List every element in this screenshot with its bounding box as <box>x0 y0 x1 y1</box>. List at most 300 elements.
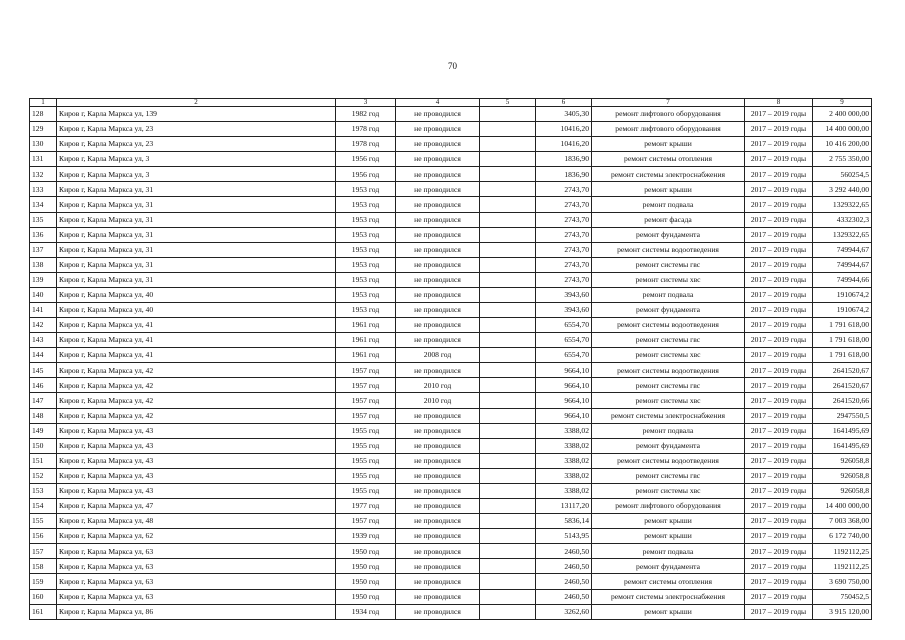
cost-cell: 560254,5 <box>813 167 872 182</box>
table-row <box>30 378 872 393</box>
last-repair-cell: не проводился <box>396 483 480 498</box>
last-repair-cell: не проводился <box>396 423 480 438</box>
column-number: 3 <box>336 99 396 107</box>
table-row <box>30 423 872 438</box>
build-year-cell: 1934 год <box>336 604 396 619</box>
work-type-cell: ремонт системы водоотведения <box>592 453 745 468</box>
last-repair-cell: не проводился <box>396 544 480 559</box>
work-type-cell: ремонт системы хвс <box>592 393 745 408</box>
row-index-cell: 153 <box>30 483 57 498</box>
address-cell: Киров г, Карла Маркса ул, 63 <box>57 544 336 559</box>
build-year-cell: 1957 год <box>336 514 396 529</box>
table-row <box>30 227 872 242</box>
last-repair-cell: не проводился <box>396 604 480 619</box>
work-type-cell: ремонт системы хвс <box>592 483 745 498</box>
table-row <box>30 348 872 363</box>
work-type-cell: ремонт системы гвс <box>592 333 745 348</box>
column-number: 5 <box>480 99 536 107</box>
period-cell: 2017 – 2019 годы <box>745 152 813 167</box>
area-cell: 2743,70 <box>536 272 592 287</box>
last-repair-cell: не проводился <box>396 333 480 348</box>
area-cell: 9664,10 <box>536 408 592 423</box>
work-type-cell: ремонт системы гвс <box>592 468 745 483</box>
period-cell: 2017 – 2019 годы <box>745 333 813 348</box>
address-cell: Киров г, Карла Маркса ул, 3 <box>57 152 336 167</box>
table-row <box>30 604 872 619</box>
last-repair-cell: не проводился <box>396 107 480 122</box>
cost-cell: 1 791 618,00 <box>813 333 872 348</box>
build-year-cell: 1956 год <box>336 152 396 167</box>
last-repair-cell: не проводился <box>396 453 480 468</box>
row-index-cell: 141 <box>30 303 57 318</box>
table-row <box>30 483 872 498</box>
address-cell: Киров г, Карла Маркса ул, 40 <box>57 303 336 318</box>
work-type-cell: ремонт фундамента <box>592 303 745 318</box>
table-row <box>30 167 872 182</box>
period-cell: 2017 – 2019 годы <box>745 438 813 453</box>
address-cell: Киров г, Карла Маркса ул, 23 <box>57 122 336 137</box>
table-row <box>30 574 872 589</box>
row-index-cell: 161 <box>30 604 57 619</box>
table-row <box>30 152 872 167</box>
table-row <box>30 514 872 529</box>
empty-cell <box>480 182 536 197</box>
build-year-cell: 1950 год <box>336 544 396 559</box>
address-cell: Киров г, Карла Маркса ул, 86 <box>57 604 336 619</box>
last-repair-cell: не проводился <box>396 137 480 152</box>
cost-cell: 10 416 200,00 <box>813 137 872 152</box>
cost-cell: 1641495,69 <box>813 423 872 438</box>
work-type-cell: ремонт лифтового оборудования <box>592 499 745 514</box>
area-cell: 1836,90 <box>536 152 592 167</box>
work-type-cell: ремонт системы гвс <box>592 257 745 272</box>
last-repair-cell: не проводился <box>396 272 480 287</box>
last-repair-cell: 2008 год <box>396 348 480 363</box>
address-cell: Киров г, Карла Маркса ул, 41 <box>57 348 336 363</box>
area-cell: 9664,10 <box>536 363 592 378</box>
cost-cell: 2641520,67 <box>813 378 872 393</box>
table-row <box>30 529 872 544</box>
work-type-cell: ремонт системы гвс <box>592 378 745 393</box>
work-type-cell: ремонт подвала <box>592 423 745 438</box>
area-cell: 3943,60 <box>536 287 592 302</box>
last-repair-cell: не проводился <box>396 167 480 182</box>
empty-cell <box>480 438 536 453</box>
build-year-cell: 1950 год <box>336 589 396 604</box>
row-index-cell: 160 <box>30 589 57 604</box>
period-cell: 2017 – 2019 годы <box>745 227 813 242</box>
address-cell: Киров г, Карла Маркса ул, 41 <box>57 333 336 348</box>
cost-cell: 1329322,65 <box>813 197 872 212</box>
area-cell: 1836,90 <box>536 167 592 182</box>
row-index-cell: 152 <box>30 468 57 483</box>
build-year-cell: 1953 год <box>336 257 396 272</box>
empty-cell <box>480 408 536 423</box>
period-cell: 2017 – 2019 годы <box>745 107 813 122</box>
build-year-cell: 1961 год <box>336 333 396 348</box>
address-cell: Киров г, Карла Маркса ул, 3 <box>57 167 336 182</box>
area-cell: 3388,02 <box>536 453 592 468</box>
cost-cell: 750452,5 <box>813 589 872 604</box>
address-cell: Киров г, Карла Маркса ул, 31 <box>57 182 336 197</box>
row-index-cell: 142 <box>30 318 57 333</box>
row-index-cell: 130 <box>30 137 57 152</box>
build-year-cell: 1939 год <box>336 529 396 544</box>
area-cell: 9664,10 <box>536 393 592 408</box>
work-type-cell: ремонт системы хвс <box>592 348 745 363</box>
address-cell: Киров г, Карла Маркса ул, 31 <box>57 257 336 272</box>
address-cell: Киров г, Карла Маркса ул, 31 <box>57 272 336 287</box>
address-cell: Киров г, Карла Маркса ул, 43 <box>57 453 336 468</box>
cost-cell: 3 915 120,00 <box>813 604 872 619</box>
last-repair-cell: не проводился <box>396 242 480 257</box>
period-cell: 2017 – 2019 годы <box>745 483 813 498</box>
period-cell: 2017 – 2019 годы <box>745 574 813 589</box>
period-cell: 2017 – 2019 годы <box>745 212 813 227</box>
last-repair-cell: не проводился <box>396 499 480 514</box>
work-type-cell: ремонт системы водоотведения <box>592 363 745 378</box>
build-year-cell: 1956 год <box>336 167 396 182</box>
column-number: 1 <box>30 99 57 107</box>
work-type-cell: ремонт крыши <box>592 604 745 619</box>
row-index-cell: 148 <box>30 408 57 423</box>
last-repair-cell: не проводился <box>396 212 480 227</box>
row-index-cell: 128 <box>30 107 57 122</box>
work-type-cell: ремонт системы отопления <box>592 574 745 589</box>
row-index-cell: 131 <box>30 152 57 167</box>
cost-cell: 2 755 350,00 <box>813 152 872 167</box>
last-repair-cell: не проводился <box>396 589 480 604</box>
empty-cell <box>480 272 536 287</box>
period-cell: 2017 – 2019 годы <box>745 378 813 393</box>
work-type-cell: ремонт фундамента <box>592 438 745 453</box>
address-cell: Киров г, Карла Маркса ул, 42 <box>57 378 336 393</box>
table-row <box>30 182 872 197</box>
period-cell: 2017 – 2019 годы <box>745 544 813 559</box>
area-cell: 2460,50 <box>536 544 592 559</box>
row-index-cell: 134 <box>30 197 57 212</box>
column-number: 9 <box>813 99 872 107</box>
period-cell: 2017 – 2019 годы <box>745 393 813 408</box>
area-cell: 2743,70 <box>536 212 592 227</box>
empty-cell <box>480 559 536 574</box>
table-row <box>30 589 872 604</box>
period-cell: 2017 – 2019 годы <box>745 257 813 272</box>
period-cell: 2017 – 2019 годы <box>745 303 813 318</box>
area-cell: 2743,70 <box>536 257 592 272</box>
address-cell: Киров г, Карла Маркса ул, 139 <box>57 107 336 122</box>
cost-cell: 7 003 368,00 <box>813 514 872 529</box>
cost-cell: 926058,8 <box>813 468 872 483</box>
work-type-cell: ремонт лифтового оборудования <box>592 107 745 122</box>
last-repair-cell: не проводился <box>396 514 480 529</box>
period-cell: 2017 – 2019 годы <box>745 604 813 619</box>
work-type-cell: ремонт фундамента <box>592 559 745 574</box>
last-repair-cell: не проводился <box>396 559 480 574</box>
address-cell: Киров г, Карла Маркса ул, 43 <box>57 423 336 438</box>
table-row <box>30 438 872 453</box>
row-index-cell: 156 <box>30 529 57 544</box>
cost-cell: 6 172 740,00 <box>813 529 872 544</box>
repair-program-table <box>29 98 872 620</box>
table-row <box>30 559 872 574</box>
cost-cell: 749944,66 <box>813 272 872 287</box>
area-cell: 3388,02 <box>536 483 592 498</box>
table-row <box>30 499 872 514</box>
row-index-cell: 154 <box>30 499 57 514</box>
empty-cell <box>480 287 536 302</box>
period-cell: 2017 – 2019 годы <box>745 167 813 182</box>
table-row <box>30 287 872 302</box>
work-type-cell: ремонт крыши <box>592 529 745 544</box>
period-cell: 2017 – 2019 годы <box>745 408 813 423</box>
column-number-row <box>30 99 872 107</box>
empty-cell <box>480 378 536 393</box>
table-row <box>30 363 872 378</box>
work-type-cell: ремонт системы электроснабжения <box>592 167 745 182</box>
cost-cell: 1910674,2 <box>813 287 872 302</box>
table-row <box>30 333 872 348</box>
build-year-cell: 1961 год <box>336 348 396 363</box>
work-type-cell: ремонт фасада <box>592 212 745 227</box>
address-cell: Киров г, Карла Маркса ул, 63 <box>57 574 336 589</box>
build-year-cell: 1953 год <box>336 303 396 318</box>
area-cell: 3388,02 <box>536 438 592 453</box>
empty-cell <box>480 137 536 152</box>
build-year-cell: 1953 год <box>336 197 396 212</box>
table-row <box>30 453 872 468</box>
cost-cell: 749944,67 <box>813 242 872 257</box>
period-cell: 2017 – 2019 годы <box>745 499 813 514</box>
area-cell: 3405,30 <box>536 107 592 122</box>
area-cell: 10416,20 <box>536 137 592 152</box>
period-cell: 2017 – 2019 годы <box>745 348 813 363</box>
build-year-cell: 1961 год <box>336 318 396 333</box>
work-type-cell: ремонт системы водоотведения <box>592 242 745 257</box>
area-cell: 2460,50 <box>536 589 592 604</box>
empty-cell <box>480 348 536 363</box>
last-repair-cell: не проводился <box>396 303 480 318</box>
area-cell: 3388,02 <box>536 423 592 438</box>
empty-cell <box>480 544 536 559</box>
work-type-cell: ремонт лифтового оборудования <box>592 122 745 137</box>
address-cell: Киров г, Карла Маркса ул, 42 <box>57 363 336 378</box>
last-repair-cell: не проводился <box>396 197 480 212</box>
empty-cell <box>480 242 536 257</box>
area-cell: 3943,60 <box>536 303 592 318</box>
build-year-cell: 1950 год <box>336 574 396 589</box>
build-year-cell: 1978 год <box>336 122 396 137</box>
table-row <box>30 544 872 559</box>
row-index-cell: 138 <box>30 257 57 272</box>
last-repair-cell: не проводился <box>396 529 480 544</box>
last-repair-cell: не проводился <box>396 227 480 242</box>
last-repair-cell: 2010 год <box>396 393 480 408</box>
address-cell: Киров г, Карла Маркса ул, 47 <box>57 499 336 514</box>
build-year-cell: 1953 год <box>336 227 396 242</box>
period-cell: 2017 – 2019 годы <box>745 514 813 529</box>
empty-cell <box>480 393 536 408</box>
empty-cell <box>480 107 536 122</box>
cost-cell: 1192112,25 <box>813 544 872 559</box>
work-type-cell: ремонт подвала <box>592 287 745 302</box>
page-number: 70 <box>448 61 457 71</box>
cost-cell: 3 292 440,00 <box>813 182 872 197</box>
period-cell: 2017 – 2019 годы <box>745 272 813 287</box>
cost-cell: 1910674,2 <box>813 303 872 318</box>
empty-cell <box>480 197 536 212</box>
table-row <box>30 318 872 333</box>
row-index-cell: 149 <box>30 423 57 438</box>
cost-cell: 926058,8 <box>813 483 872 498</box>
row-index-cell: 159 <box>30 574 57 589</box>
empty-cell <box>480 468 536 483</box>
row-index-cell: 157 <box>30 544 57 559</box>
cost-cell: 14 400 000,00 <box>813 122 872 137</box>
address-cell: Киров г, Карла Маркса ул, 40 <box>57 287 336 302</box>
empty-cell <box>480 529 536 544</box>
table-row <box>30 137 872 152</box>
period-cell: 2017 – 2019 годы <box>745 363 813 378</box>
row-index-cell: 135 <box>30 212 57 227</box>
cost-cell: 1 791 618,00 <box>813 318 872 333</box>
address-cell: Киров г, Карла Маркса ул, 43 <box>57 468 336 483</box>
build-year-cell: 1957 год <box>336 408 396 423</box>
cost-cell: 1192112,25 <box>813 559 872 574</box>
area-cell: 13117,20 <box>536 499 592 514</box>
cost-cell: 1 791 618,00 <box>813 348 872 363</box>
period-cell: 2017 – 2019 годы <box>745 559 813 574</box>
build-year-cell: 1955 год <box>336 453 396 468</box>
build-year-cell: 1978 год <box>336 137 396 152</box>
work-type-cell: ремонт системы электроснабжения <box>592 589 745 604</box>
row-index-cell: 146 <box>30 378 57 393</box>
build-year-cell: 1957 год <box>336 378 396 393</box>
empty-cell <box>480 589 536 604</box>
table-row <box>30 197 872 212</box>
empty-cell <box>480 318 536 333</box>
address-cell: Киров г, Карла Маркса ул, 42 <box>57 393 336 408</box>
period-cell: 2017 – 2019 годы <box>745 423 813 438</box>
area-cell: 6554,70 <box>536 318 592 333</box>
address-cell: Киров г, Карла Маркса ул, 31 <box>57 197 336 212</box>
period-cell: 2017 – 2019 годы <box>745 242 813 257</box>
empty-cell <box>480 514 536 529</box>
work-type-cell: ремонт подвала <box>592 544 745 559</box>
row-index-cell: 158 <box>30 559 57 574</box>
build-year-cell: 1950 год <box>336 559 396 574</box>
empty-cell <box>480 303 536 318</box>
empty-cell <box>480 363 536 378</box>
work-type-cell: ремонт крыши <box>592 182 745 197</box>
build-year-cell: 1957 год <box>336 363 396 378</box>
build-year-cell: 1955 год <box>336 423 396 438</box>
empty-cell <box>480 122 536 137</box>
address-cell: Киров г, Карла Маркса ул, 31 <box>57 242 336 257</box>
cost-cell: 2641520,67 <box>813 363 872 378</box>
area-cell: 2743,70 <box>536 182 592 197</box>
build-year-cell: 1957 год <box>336 393 396 408</box>
period-cell: 2017 – 2019 годы <box>745 589 813 604</box>
build-year-cell: 1953 год <box>336 212 396 227</box>
empty-cell <box>480 499 536 514</box>
column-number: 6 <box>536 99 592 107</box>
cost-cell: 2947550,5 <box>813 408 872 423</box>
row-index-cell: 137 <box>30 242 57 257</box>
build-year-cell: 1953 год <box>336 182 396 197</box>
cost-cell: 3 690 750,00 <box>813 574 872 589</box>
table-row <box>30 272 872 287</box>
work-type-cell: ремонт системы отопления <box>592 152 745 167</box>
cost-cell: 14 400 000,00 <box>813 499 872 514</box>
work-type-cell: ремонт крыши <box>592 514 745 529</box>
area-cell: 9664,10 <box>536 378 592 393</box>
column-number: 4 <box>396 99 480 107</box>
empty-cell <box>480 212 536 227</box>
period-cell: 2017 – 2019 годы <box>745 287 813 302</box>
cost-cell: 749944,67 <box>813 257 872 272</box>
build-year-cell: 1955 год <box>336 468 396 483</box>
column-number: 7 <box>592 99 745 107</box>
last-repair-cell: не проводился <box>396 318 480 333</box>
build-year-cell: 1953 год <box>336 287 396 302</box>
work-type-cell: ремонт крыши <box>592 137 745 152</box>
work-type-cell: ремонт подвала <box>592 197 745 212</box>
cost-cell: 926058,8 <box>813 453 872 468</box>
address-cell: Киров г, Карла Маркса ул, 63 <box>57 589 336 604</box>
period-cell: 2017 – 2019 годы <box>745 318 813 333</box>
empty-cell <box>480 453 536 468</box>
row-index-cell: 143 <box>30 333 57 348</box>
row-index-cell: 133 <box>30 182 57 197</box>
address-cell: Киров г, Карла Маркса ул, 63 <box>57 559 336 574</box>
empty-cell <box>480 167 536 182</box>
address-cell: Киров г, Карла Маркса ул, 48 <box>57 514 336 529</box>
cost-cell: 1641495,69 <box>813 438 872 453</box>
build-year-cell: 1953 год <box>336 242 396 257</box>
last-repair-cell: не проводился <box>396 182 480 197</box>
last-repair-cell: не проводился <box>396 122 480 137</box>
last-repair-cell: не проводился <box>396 287 480 302</box>
work-type-cell: ремонт системы электроснабжения <box>592 408 745 423</box>
last-repair-cell: не проводился <box>396 257 480 272</box>
empty-cell <box>480 227 536 242</box>
work-type-cell: ремонт системы водоотведения <box>592 318 745 333</box>
row-index-cell: 144 <box>30 348 57 363</box>
address-cell: Киров г, Карла Маркса ул, 62 <box>57 529 336 544</box>
empty-cell <box>480 604 536 619</box>
row-index-cell: 140 <box>30 287 57 302</box>
address-cell: Киров г, Карла Маркса ул, 31 <box>57 212 336 227</box>
last-repair-cell: не проводился <box>396 408 480 423</box>
area-cell: 2743,70 <box>536 242 592 257</box>
table-row <box>30 468 872 483</box>
area-cell: 2743,70 <box>536 197 592 212</box>
row-index-cell: 132 <box>30 167 57 182</box>
period-cell: 2017 – 2019 годы <box>745 468 813 483</box>
build-year-cell: 1982 год <box>336 107 396 122</box>
column-number: 2 <box>57 99 336 107</box>
table-row <box>30 393 872 408</box>
area-cell: 3388,02 <box>536 468 592 483</box>
last-repair-cell: не проводился <box>396 468 480 483</box>
row-index-cell: 136 <box>30 227 57 242</box>
empty-cell <box>480 333 536 348</box>
row-index-cell: 155 <box>30 514 57 529</box>
cost-cell: 2 400 000,00 <box>813 107 872 122</box>
row-index-cell: 129 <box>30 122 57 137</box>
row-index-cell: 147 <box>30 393 57 408</box>
